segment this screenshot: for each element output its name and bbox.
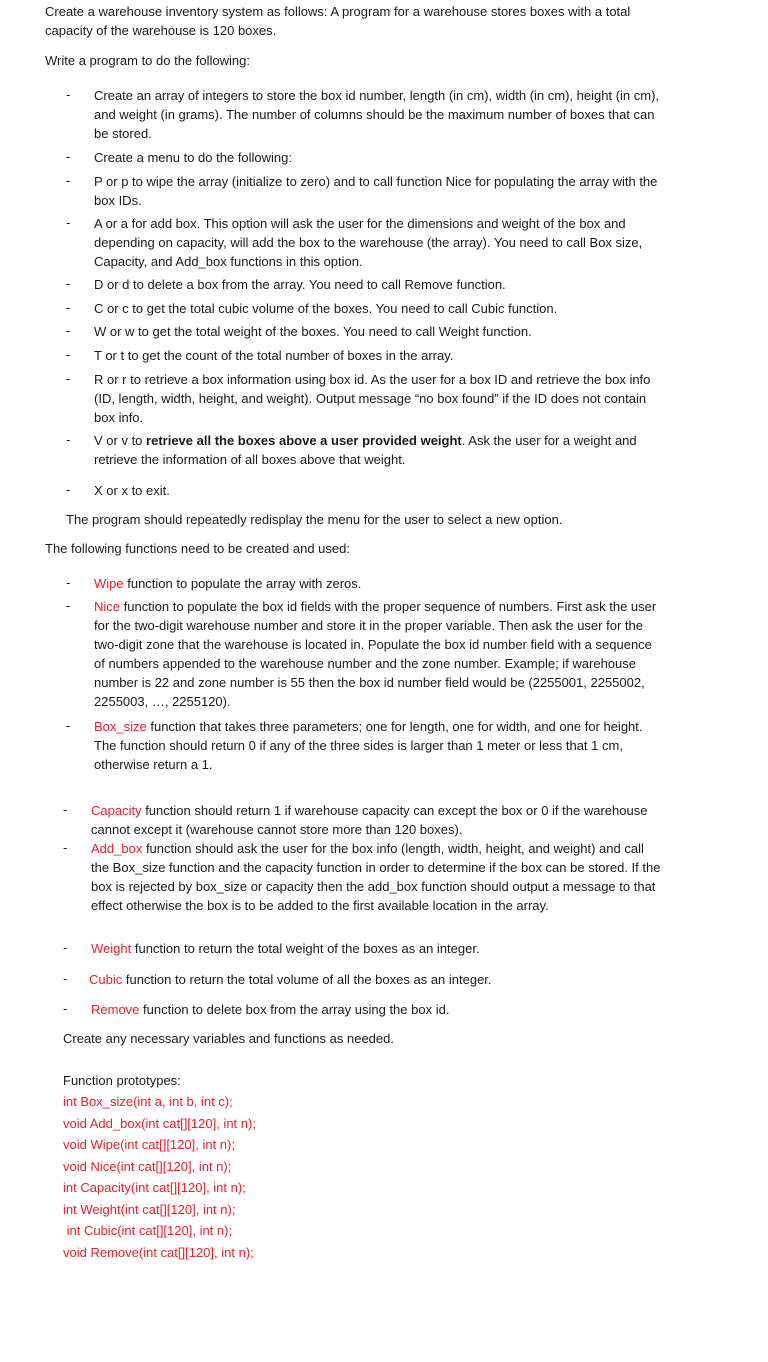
list-item-text: A or a for add box. This option will ask the user for the dimensions and weight of the box and depending on capacity, will add the box to the warehouse (the array). You need to call Box size, Capacity, and Add_box functions in this option. [94,216,643,269]
bullet-dash: - [63,840,68,855]
bullet-dash: - [66,276,71,291]
list-item-text: D or d to delete a box from the array. You need to call Remove function. [94,277,506,292]
list-item-text: Box_size function that takes three parameters; one for length, one for width, and one for height. The function should return 0 if any of the three sides is larger than 1 meter or less that 1 cm, otherwise return a 1. [94,719,643,772]
bold-phrase: retrieve all the boxes above a user provided weight [146,433,462,448]
prototype-line: int Capacity(int cat[][120], int n); [63,1180,246,1195]
list-item-text: Cubic function to return the total volume of all the boxes as an integer. [89,972,492,987]
bullet-dash: - [66,173,71,188]
prototype-line: int Weight(int cat[][120], int n); [63,1202,236,1217]
bullet-dash: - [63,940,68,955]
prototype-line: void Add_box(int cat[][120], int n); [63,1116,256,1131]
bullet-dash: - [66,87,71,102]
list-item-text: R or r to retrieve a box information using box id. As the user for a box ID and retrieve the box info (ID, length, width, height, and weight). Output message “no box found” if the ID does not contain box info. [94,372,651,425]
bullet-dash: - [66,300,71,315]
bullet-dash: - [66,215,71,230]
prototypes-heading: Function prototypes: [63,1073,181,1088]
bullet-dash: - [66,598,71,613]
bullet-dash: - [66,323,71,338]
bullet-dash: - [66,347,71,362]
list-item-text: P or p to wipe the array (initialize to zero) and to call function Nice for populating the array with the box IDs. [94,174,658,208]
list-item-text: C or c to get the total cubic volume of the boxes. You need to call Cubic function. [94,301,558,316]
intro-line-1: Create a warehouse inventory system as follows: A program for a warehouse stores boxes with a total [45,4,631,19]
list-item-text: Wipe function to populate the array with zeros. [94,576,362,591]
functions-heading: The following functions need to be created and used: [45,541,350,556]
bullet-dash: - [66,482,71,497]
function-name: Add_box [91,841,143,856]
list-item-text: Capacity function should return 1 if warehouse capacity can except the box or 0 if the warehouse cannot except it (warehouse cannot store more than 120 boxes). [91,803,648,837]
function-name: Nice [94,599,121,614]
prototype-line: int Cubic(int cat[][120], int n); [63,1223,233,1238]
write-program-heading: Write a program to do the following: [45,53,250,68]
bullet-dash: - [66,718,71,733]
bullet-dash: - [66,432,71,447]
list-item-text: Remove function to delete box from the array using the box id. [91,1002,450,1017]
redisplay-note: The program should repeatedly redisplay the menu for the user to select a new option. [66,512,563,527]
function-name: Weight [91,941,132,956]
list-item-text: Add_box function should ask the user for the box info (length, width, height, and weight) and call the Box_size function and the capacity function in order to determine if the box can be stored. If the box is rejected by box_size or capacity then the add_box function should output a message to that effect otherwise the box is to be added to the first available location in the array. [91,841,661,913]
function-name: Cubic [89,972,123,987]
intro-line-2: capacity of the warehouse is 120 boxes. [45,23,277,38]
list-item-text: W or w to get the total weight of the boxes. You need to call Weight function. [94,324,532,339]
bullet-dash: - [66,371,71,386]
create-vars-note: Create any necessary variables and functions as needed. [63,1031,394,1046]
list-item-text: Nice function to populate the box id fields with the proper sequence of numbers. First ask the user for the two-digit warehouse number and store it in the proper variable. Then ask the user for the two-digit zone that the warehouse is located in. Populate the box id number field with a sequence of numbers appended to the warehouse number and the zone number. Example; if warehouse number is 22 and zone number is 55 then the box id number field would be (2255001, 2255002, 2255003, …, 2255120). [94,599,657,709]
function-name: Remove [91,1002,140,1017]
bullet-dash: - [63,802,68,817]
prototype-line: void Remove(int cat[][120], int n); [63,1245,254,1260]
list-item-text: X or x to exit. [94,483,170,498]
bullet-dash: - [66,149,71,164]
function-name: Wipe [94,576,124,591]
prototype-line: void Nice(int cat[][120], int n); [63,1159,232,1174]
list-item-text: V or v to retrieve all the boxes above a user provided weight. Ask the user for a weight and retrieve the information of all boxes above that weight. [94,433,637,467]
bullet-dash: - [63,1001,68,1016]
list-item-text: Create an array of integers to store the box id number, length (in cm), width (in cm), height (in cm), and weight (in grams). The number of columns should be the maximum number of boxes that can be stored. [94,88,660,141]
function-name: Capacity [91,803,142,818]
prototype-line: void Wipe(int cat[][120], int n); [63,1137,235,1152]
prototype-line: int Box_size(int a, int b, int c); [63,1094,233,1109]
list-item-text: Weight function to return the total weight of the boxes as an integer. [91,941,480,956]
bullet-dash: - [63,971,68,986]
list-item-text: T or t to get the count of the total number of boxes in the array. [94,348,454,363]
function-name: Box_size [94,719,147,734]
bullet-dash: - [66,575,71,590]
list-item-text: Create a menu to do the following: [94,150,293,165]
